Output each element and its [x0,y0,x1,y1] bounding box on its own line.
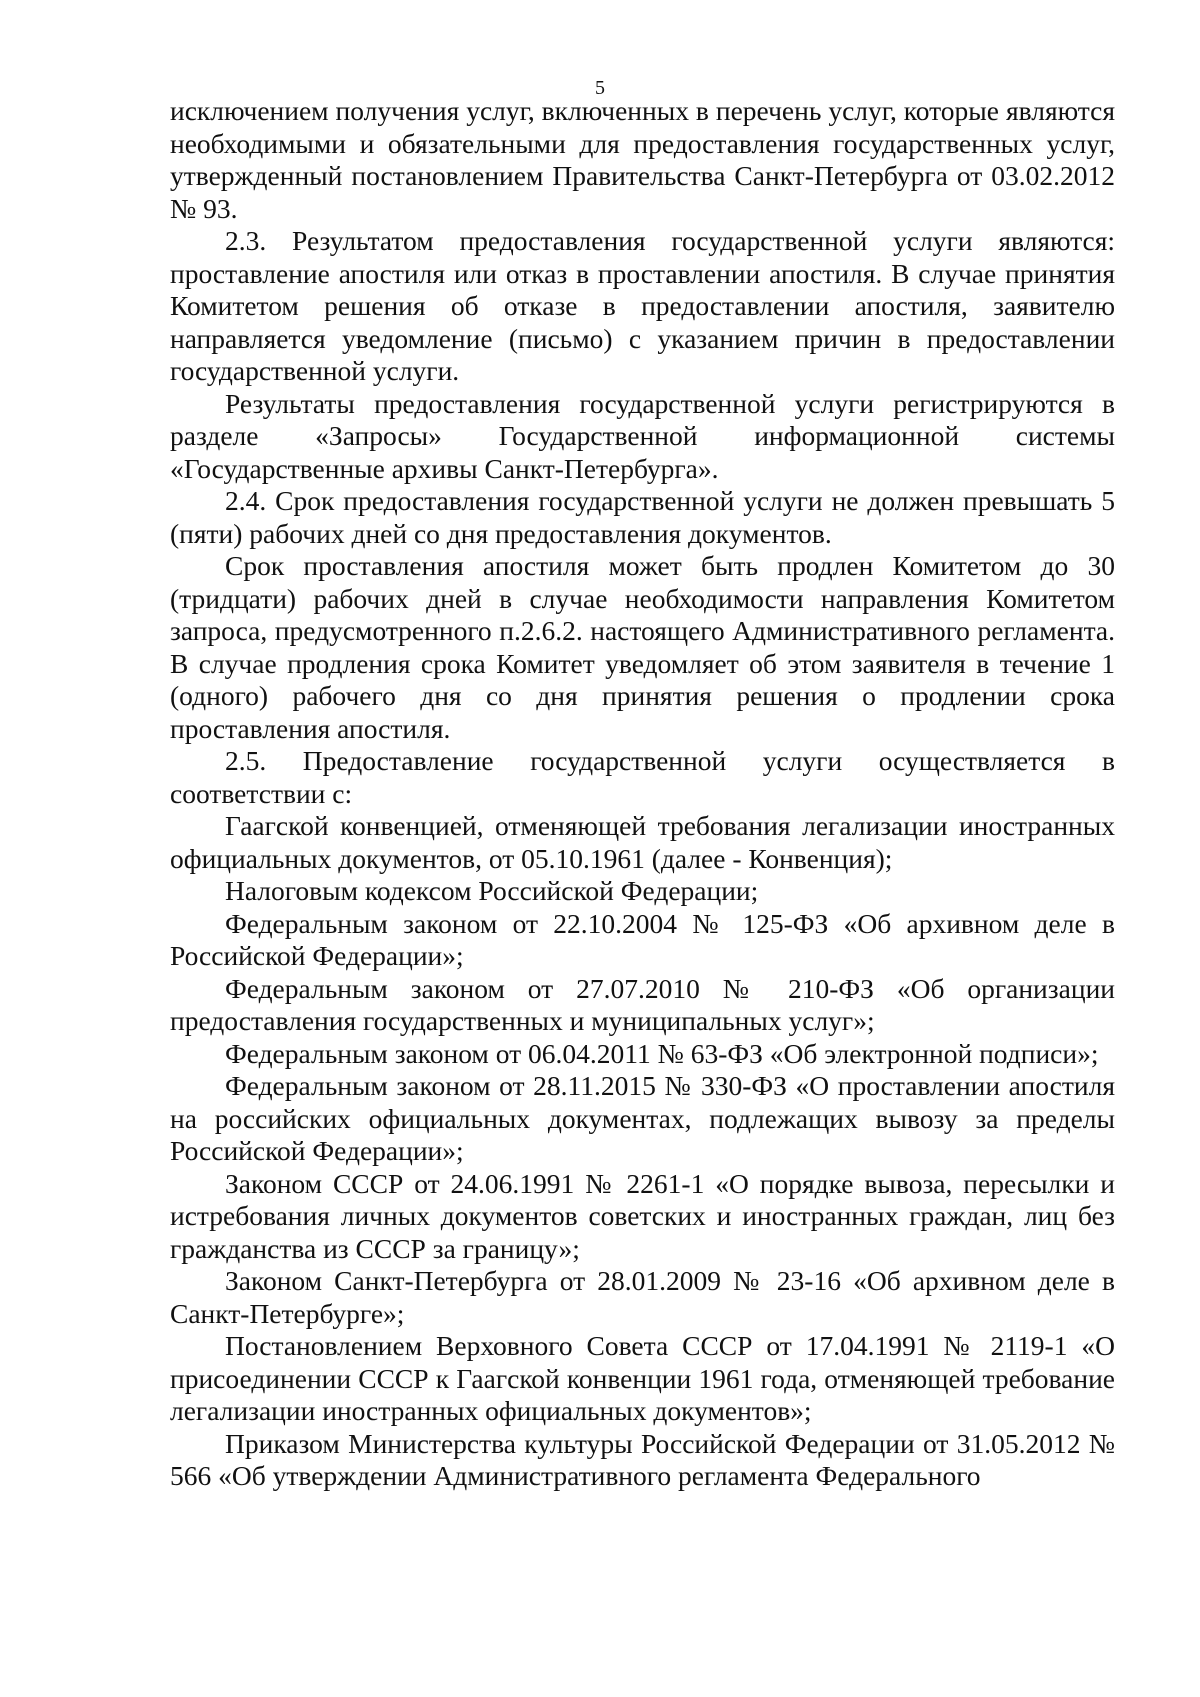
legal-basis-ussr-law-2261: Законом СССР от 24.06.1991 № 2261-1 «О порядке вывоза, пересылки и истребования личных документов советских и иностранных граждан, лиц без гражданства из СССР за границу»; [170,1167,1115,1264]
page-number: 5 [595,77,605,99]
document-body [170,95,1115,1493]
legal-basis-hague-convention: Гаагской конвенцией, отменяющей требования легализации иностранных официальных документов, от 05.10.1961 (далее - Конвенция); [170,810,1115,874]
legal-basis-tax-code: Налоговым кодексом Российской Федерации; [225,875,759,906]
legal-basis-fz-125: Федеральным законом от 22.10.2004 № 125-ФЗ «Об архивном деле в Российской Федерации»; [170,907,1115,971]
legal-basis-fz-330: Федеральным законом от 28.11.2015 № 330-ФЗ «О проставлении апостиля на российских официальных документах, подлежащих вывозу за пределы Российской Федерации»; [170,1070,1115,1166]
legal-basis-supreme-soviet-2119: Постановлением Верховного Совета СССР от 17.04.1991 № 2119-1 «О присоединении СССР к Гаагской конвенции 1961 года, отменяющей требование легализации иностранных официальных документов»; [170,1330,1115,1426]
legal-basis-spb-law-23-16: Законом Санкт-Петербурга от 28.01.2009 № 23-16 «Об архивном деле в Санкт-Петербурге»; [170,1265,1115,1329]
paragraph-2-3: 2.3. Результатом предоставления государственной услуги являются: проставление апостиля или отказ в проставлении апостиля. В случае принятия Комитетом решения об отказе в предоставлении апостиля, заявителю направляется уведомление (письмо) с указанием причин в предоставлении государственной услуги. [170,225,1115,386]
legal-basis-fz-210: Федеральным законом от 27.07.2010 № 210-ФЗ «Об организации предоставления государственных и муниципальных услуг»; [170,972,1115,1036]
paragraph-term-extension: Срок проставления апостиля может быть продлен Комитетом до 30 (тридцати) рабочих дней в случае необходимости направления Комитетом запроса, предусмотренного п.2.6.2. настоящего Административного регламента. В случае продления срока Комитет уведомляет об этом заявителя в течение 1 (одного) рабочего дня со дня принятия решения о продлении срока проставления апостиля. [170,550,1115,744]
paragraph-continuation: исключением получения услуг, включенных в перечень услуг, которые являются необходимыми и обязательными для предоставления государственных услуг, утвержденный постановлением Правительства Санкт-Петербурга от 03.02.2012 № 93. [170,95,1115,224]
paragraph-2-4: 2.4. Срок предоставления государственной услуги не должен превышать 5 (пяти) рабочих дней со дня предоставления документов. [170,485,1115,549]
legal-basis-fz-63: Федеральным законом от 06.04.2011 № 63-ФЗ «Об электронной подписи»; [225,1037,1099,1069]
paragraph-2-5: 2.5. Предоставление государственной услуги осуществляется в соответствии с: [170,745,1115,809]
paragraph-results-registration: Результаты предоставления государственной услуги регистрируются в разделе «Запросы» Государственной информационной системы «Государственные архивы Санкт-Петербурга». [170,387,1115,484]
legal-basis-ministry-order-566: Приказом Министерства культуры Российской Федерации от 31.05.2012 № 566 «Об утверждении Административного регламента Федерального [170,1427,1115,1491]
